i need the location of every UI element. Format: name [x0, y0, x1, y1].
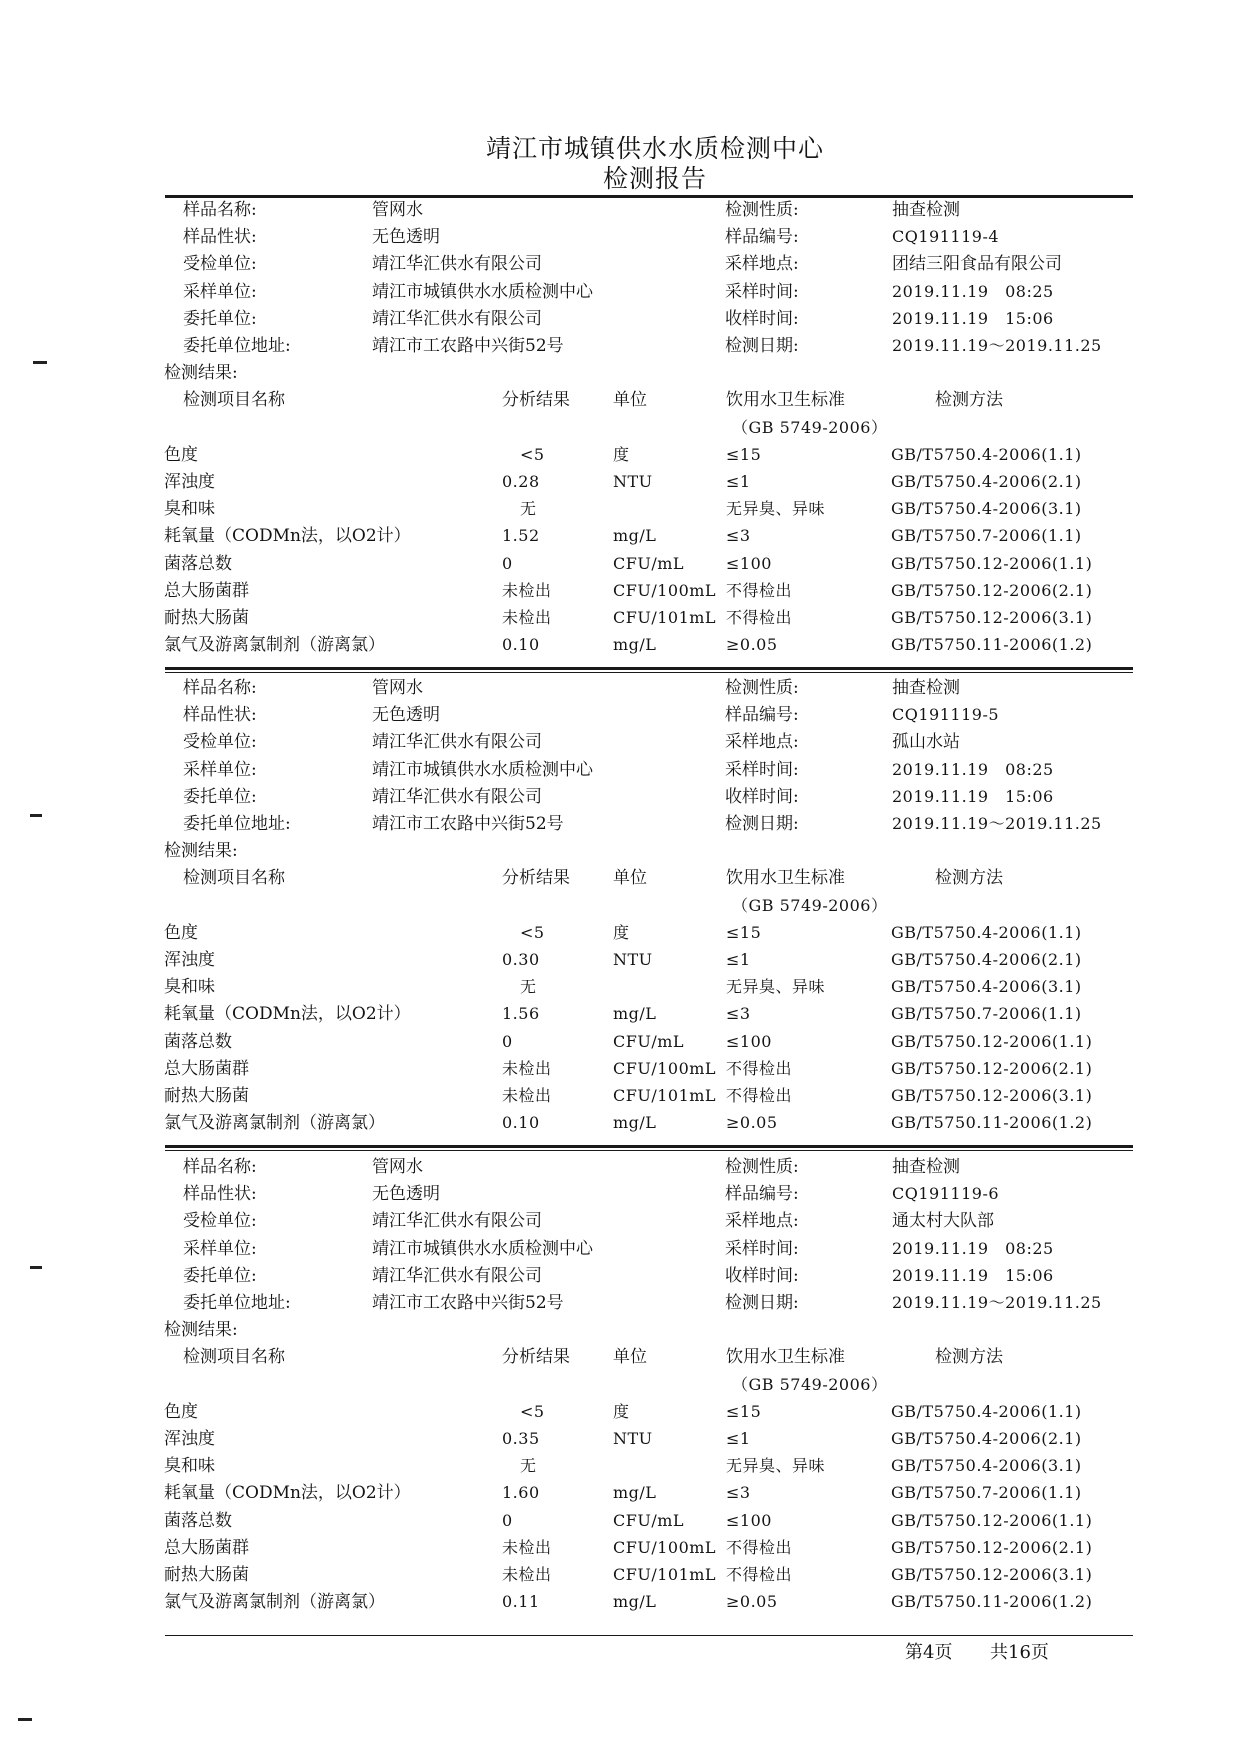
info-label: 样品编号:	[725, 1184, 799, 1205]
results-label: 检测结果:	[164, 1320, 238, 1341]
info-label: 受检单位:	[183, 1211, 257, 1232]
results-label: 检测结果:	[164, 363, 238, 384]
row-standard: 无异臭、异味	[726, 1456, 826, 1476]
info-label: 委托单位地址:	[183, 336, 291, 356]
row-item: 耐热大肠菌	[164, 608, 249, 628]
row-item: 浑浊度	[164, 472, 215, 492]
row-unit: CFU/100mL	[613, 580, 717, 600]
info-label: 样品名称:	[183, 1157, 257, 1177]
row-item: 耗氧量（CODMn法，以O2计）	[164, 526, 411, 547]
info-label: 委托单位地址:	[183, 1293, 291, 1313]
row-result: 0	[502, 553, 513, 573]
info-value: 靖江市城镇供水水质检测中心	[372, 759, 593, 780]
info-value: 靖江华汇供水有限公司	[372, 732, 542, 753]
info-label: 样品名称:	[183, 678, 257, 698]
row-standard: 无异臭、异味	[726, 499, 826, 519]
row-standard: 无异臭、异味	[726, 977, 826, 997]
row-unit: mg/L	[613, 1483, 657, 1503]
info-label: 采样时间:	[725, 281, 799, 302]
row-method: GB/T5750.12-2006(3.1)	[891, 1565, 1093, 1584]
footer-divider	[165, 1635, 1133, 1636]
info-label: 委托单位:	[183, 1265, 257, 1286]
info-value: 管网水	[372, 200, 423, 220]
info-label: 采样单位:	[183, 759, 257, 780]
col-header-item: 检测项目名称	[183, 390, 285, 411]
row-method: GB/T5750.11-2006(1.2)	[891, 1592, 1093, 1612]
row-item: 色度	[164, 444, 198, 465]
row-unit: CFU/mL	[613, 553, 685, 573]
row-result: 未检出	[502, 1537, 552, 1557]
info-value: 靖江市工农路中兴街52号	[372, 336, 564, 356]
info-value: 靖江华汇供水有限公司	[372, 786, 542, 807]
info-value: 2019.11.19 08:25	[892, 759, 1054, 779]
info-value: 无色透明	[372, 227, 440, 248]
info-value: 抽查检测	[892, 200, 960, 220]
row-unit: CFU/101mL	[613, 608, 717, 627]
row-unit: mg/L	[613, 1113, 657, 1133]
info-value: 管网水	[372, 1157, 423, 1177]
row-standard: ≤15	[726, 444, 762, 464]
col-header-unit: 单位	[613, 868, 647, 889]
row-result: 未检出	[502, 608, 552, 627]
info-label: 样品性状:	[183, 1184, 257, 1205]
info-value: 团结三阳食品有限公司	[892, 254, 1062, 275]
col-header-result: 分析结果	[502, 868, 570, 889]
row-result: 无	[520, 1456, 537, 1476]
row-item: 色度	[164, 922, 198, 943]
info-label: 检测日期:	[725, 336, 799, 356]
info-label: 收样时间:	[725, 308, 799, 329]
row-standard: ≤1	[726, 1429, 751, 1448]
row-item: 耐热大肠菌	[164, 1086, 249, 1106]
row-result: 无	[520, 499, 537, 519]
row-standard: ≤1	[726, 950, 751, 969]
row-item: 菌落总数	[164, 1510, 232, 1531]
row-unit: NTU	[613, 950, 653, 969]
row-result: <5	[520, 1401, 545, 1421]
row-item: 总大肠菌群	[164, 580, 249, 601]
info-label: 采样地点:	[725, 254, 799, 275]
row-standard: ≥0.05	[726, 1592, 778, 1612]
info-label: 样品名称:	[183, 200, 257, 220]
row-method: GB/T5750.7-2006(1.1)	[891, 1004, 1082, 1024]
row-standard: ≤100	[726, 553, 772, 573]
scan-mark	[30, 814, 42, 817]
info-label: 采样时间:	[725, 1238, 799, 1259]
row-unit: CFU/100mL	[613, 1058, 717, 1078]
row-method: GB/T5750.4-2006(2.1)	[891, 472, 1082, 491]
row-item: 色度	[164, 1401, 198, 1422]
col-header-result: 分析结果	[502, 1347, 570, 1368]
info-value: 孤山水站	[892, 732, 960, 753]
info-label: 样品性状:	[183, 705, 257, 726]
row-method: GB/T5750.11-2006(1.2)	[891, 635, 1093, 655]
row-standard: 不得检出	[726, 608, 793, 627]
row-unit: 度	[613, 1401, 630, 1421]
row-standard: ≤15	[726, 1401, 762, 1421]
info-label: 检测日期:	[725, 814, 799, 834]
info-label: 检测性质:	[725, 200, 799, 220]
row-method: GB/T5750.4-2006(2.1)	[891, 1429, 1082, 1448]
info-label: 受检单位:	[183, 254, 257, 275]
col-header-standard: 饮用水卫生标准	[726, 390, 845, 411]
col-header-item: 检测项目名称	[183, 868, 285, 889]
col-header-result: 分析结果	[502, 390, 570, 411]
col-header-standard: 饮用水卫生标准	[726, 1347, 845, 1368]
row-method: GB/T5750.12-2006(2.1)	[891, 580, 1093, 600]
info-value: CQ191119-5	[892, 705, 1000, 725]
row-result: 1.52	[502, 526, 540, 546]
row-result: 未检出	[502, 580, 552, 600]
info-value: 靖江华汇供水有限公司	[372, 308, 542, 329]
row-method: GB/T5750.4-2006(3.1)	[891, 499, 1082, 519]
col-header-standard-code: （GB 5749-2006）	[732, 1374, 888, 1394]
info-label: 采样单位:	[183, 1238, 257, 1259]
row-standard: ≤1	[726, 472, 751, 491]
org-title: 靖江市城镇供水水质检测中心	[485, 134, 824, 163]
report-block	[0, 1143, 1240, 1623]
info-value: 2019.11.19～2019.11.25	[892, 814, 1102, 833]
row-item: 菌落总数	[164, 1031, 232, 1052]
row-method: GB/T5750.12-2006(3.1)	[891, 608, 1093, 627]
info-label: 采样地点:	[725, 732, 799, 753]
row-standard: ≥0.05	[726, 635, 778, 655]
row-method: GB/T5750.4-2006(1.1)	[891, 922, 1082, 942]
col-header-method: 检测方法	[935, 390, 1003, 411]
info-value: 2019.11.19 15:06	[892, 308, 1054, 328]
row-method: GB/T5750.4-2006(2.1)	[891, 950, 1082, 969]
row-item: 臭和味	[164, 499, 215, 520]
row-result: 0.28	[502, 472, 540, 491]
report-block	[0, 186, 1240, 666]
info-value: 2019.11.19 08:25	[892, 281, 1054, 301]
row-item: 臭和味	[164, 977, 215, 998]
row-method: GB/T5750.12-2006(1.1)	[891, 553, 1093, 573]
row-item: 臭和味	[164, 1456, 215, 1477]
row-result: 0.11	[502, 1592, 540, 1612]
page-number: 第4页	[905, 1642, 953, 1663]
row-result: 1.56	[502, 1004, 540, 1024]
info-value: 靖江华汇供水有限公司	[372, 1211, 542, 1232]
row-method: GB/T5750.11-2006(1.2)	[891, 1113, 1093, 1133]
row-method: GB/T5750.4-2006(3.1)	[891, 1456, 1082, 1476]
info-value: 2019.11.19～2019.11.25	[892, 1293, 1102, 1312]
info-value: 靖江华汇供水有限公司	[372, 1265, 542, 1286]
row-method: GB/T5750.4-2006(3.1)	[891, 977, 1082, 997]
row-item: 氯气及游离氯制剂（游离氯）	[164, 1113, 385, 1134]
page-total: 共16页	[990, 1642, 1049, 1663]
row-result: 0	[502, 1031, 513, 1051]
row-standard: ≤15	[726, 922, 762, 942]
col-header-standard-code: （GB 5749-2006）	[732, 895, 888, 915]
info-value: CQ191119-4	[892, 227, 1000, 247]
row-method: GB/T5750.7-2006(1.1)	[891, 526, 1082, 546]
row-standard: ≤3	[726, 1483, 751, 1503]
info-label: 样品编号:	[725, 227, 799, 248]
row-method: GB/T5750.7-2006(1.1)	[891, 1483, 1082, 1503]
row-standard: 不得检出	[726, 1086, 793, 1105]
row-method: GB/T5750.4-2006(1.1)	[891, 444, 1082, 464]
col-header-method: 检测方法	[935, 1347, 1003, 1368]
row-result: 未检出	[502, 1058, 552, 1078]
row-unit: mg/L	[613, 1004, 657, 1024]
col-header-unit: 单位	[613, 1347, 647, 1368]
scan-mark	[30, 1266, 42, 1269]
info-label: 检测性质:	[725, 1157, 799, 1177]
col-header-method: 检测方法	[935, 868, 1003, 889]
row-standard: 不得检出	[726, 580, 793, 600]
info-label: 收样时间:	[725, 1265, 799, 1286]
info-value: 管网水	[372, 678, 423, 698]
info-label: 采样单位:	[183, 281, 257, 302]
row-unit: CFU/101mL	[613, 1086, 717, 1105]
row-item: 浑浊度	[164, 950, 215, 970]
info-label: 检测性质:	[725, 678, 799, 698]
results-label: 检测结果:	[164, 841, 238, 862]
info-label: 委托单位:	[183, 308, 257, 329]
info-value: 2019.11.19 15:06	[892, 786, 1054, 806]
row-result: <5	[520, 444, 545, 464]
row-method: GB/T5750.12-2006(3.1)	[891, 1086, 1093, 1105]
row-item: 耐热大肠菌	[164, 1565, 249, 1585]
info-value: 2019.11.19 15:06	[892, 1265, 1054, 1285]
info-value: 抽查检测	[892, 678, 960, 698]
row-standard: 不得检出	[726, 1565, 793, 1584]
doc-title: 检测报告	[602, 164, 707, 193]
row-standard: ≤3	[726, 526, 751, 546]
row-item: 耗氧量（CODMn法，以O2计）	[164, 1483, 411, 1504]
info-value: 2019.11.19 08:25	[892, 1238, 1054, 1258]
row-item: 浑浊度	[164, 1429, 215, 1449]
row-result: 0.35	[502, 1429, 540, 1448]
row-result: 未检出	[502, 1565, 552, 1584]
info-value: 靖江市工农路中兴街52号	[372, 814, 564, 834]
info-label: 采样时间:	[725, 759, 799, 780]
row-result: 无	[520, 977, 537, 997]
report-block	[0, 664, 1240, 1144]
row-item: 耗氧量（CODMn法，以O2计）	[164, 1004, 411, 1025]
info-value: 靖江市城镇供水水质检测中心	[372, 1238, 593, 1259]
info-label: 样品编号:	[725, 705, 799, 726]
row-unit: mg/L	[613, 1592, 657, 1612]
row-standard: 不得检出	[726, 1058, 793, 1078]
row-item: 氯气及游离氯制剂（游离氯）	[164, 1592, 385, 1613]
row-unit: mg/L	[613, 635, 657, 655]
row-result: 1.60	[502, 1483, 540, 1503]
scan-mark	[18, 1718, 32, 1721]
info-label: 委托单位:	[183, 786, 257, 807]
row-unit: CFU/101mL	[613, 1565, 717, 1584]
row-unit: NTU	[613, 1429, 653, 1448]
info-value: 抽查检测	[892, 1157, 960, 1177]
info-value: 无色透明	[372, 705, 440, 726]
row-unit: NTU	[613, 472, 653, 491]
row-standard: ≤100	[726, 1510, 772, 1530]
row-standard: 不得检出	[726, 1537, 793, 1557]
col-header-standard: 饮用水卫生标准	[726, 868, 845, 889]
info-label: 委托单位地址:	[183, 814, 291, 834]
info-value: CQ191119-6	[892, 1184, 1000, 1204]
row-unit: 度	[613, 444, 630, 464]
info-value: 通太村大队部	[892, 1211, 994, 1232]
row-method: GB/T5750.4-2006(1.1)	[891, 1401, 1082, 1421]
row-unit: CFU/mL	[613, 1031, 685, 1051]
row-result: 0	[502, 1510, 513, 1530]
info-label: 采样地点:	[725, 1211, 799, 1232]
col-header-item: 检测项目名称	[183, 1347, 285, 1368]
row-unit: 度	[613, 922, 630, 942]
info-label: 受检单位:	[183, 732, 257, 753]
row-standard: ≤3	[726, 1004, 751, 1024]
row-method: GB/T5750.12-2006(1.1)	[891, 1510, 1093, 1530]
row-method: GB/T5750.12-2006(2.1)	[891, 1058, 1093, 1078]
col-header-standard-code: （GB 5749-2006）	[732, 417, 888, 437]
info-value: 靖江市工农路中兴街52号	[372, 1293, 564, 1313]
info-value: 靖江市城镇供水水质检测中心	[372, 281, 593, 302]
row-method: GB/T5750.12-2006(1.1)	[891, 1031, 1093, 1051]
row-result: <5	[520, 922, 545, 942]
row-item: 氯气及游离氯制剂（游离氯）	[164, 635, 385, 656]
info-label: 样品性状:	[183, 227, 257, 248]
info-value: 靖江华汇供水有限公司	[372, 254, 542, 275]
info-value: 无色透明	[372, 1184, 440, 1205]
info-value: 2019.11.19～2019.11.25	[892, 336, 1102, 355]
row-standard: ≤100	[726, 1031, 772, 1051]
row-result: 0.10	[502, 1113, 540, 1133]
row-item: 菌落总数	[164, 553, 232, 574]
col-header-unit: 单位	[613, 390, 647, 411]
row-result: 0.10	[502, 635, 540, 655]
row-unit: mg/L	[613, 526, 657, 546]
info-label: 检测日期:	[725, 1293, 799, 1313]
scan-mark	[33, 361, 47, 364]
row-result: 未检出	[502, 1086, 552, 1105]
row-method: GB/T5750.12-2006(2.1)	[891, 1537, 1093, 1557]
row-unit: CFU/mL	[613, 1510, 685, 1530]
row-result: 0.30	[502, 950, 540, 969]
row-unit: CFU/100mL	[613, 1537, 717, 1557]
info-label: 收样时间:	[725, 786, 799, 807]
row-standard: ≥0.05	[726, 1113, 778, 1133]
row-item: 总大肠菌群	[164, 1058, 249, 1079]
row-item: 总大肠菌群	[164, 1537, 249, 1558]
